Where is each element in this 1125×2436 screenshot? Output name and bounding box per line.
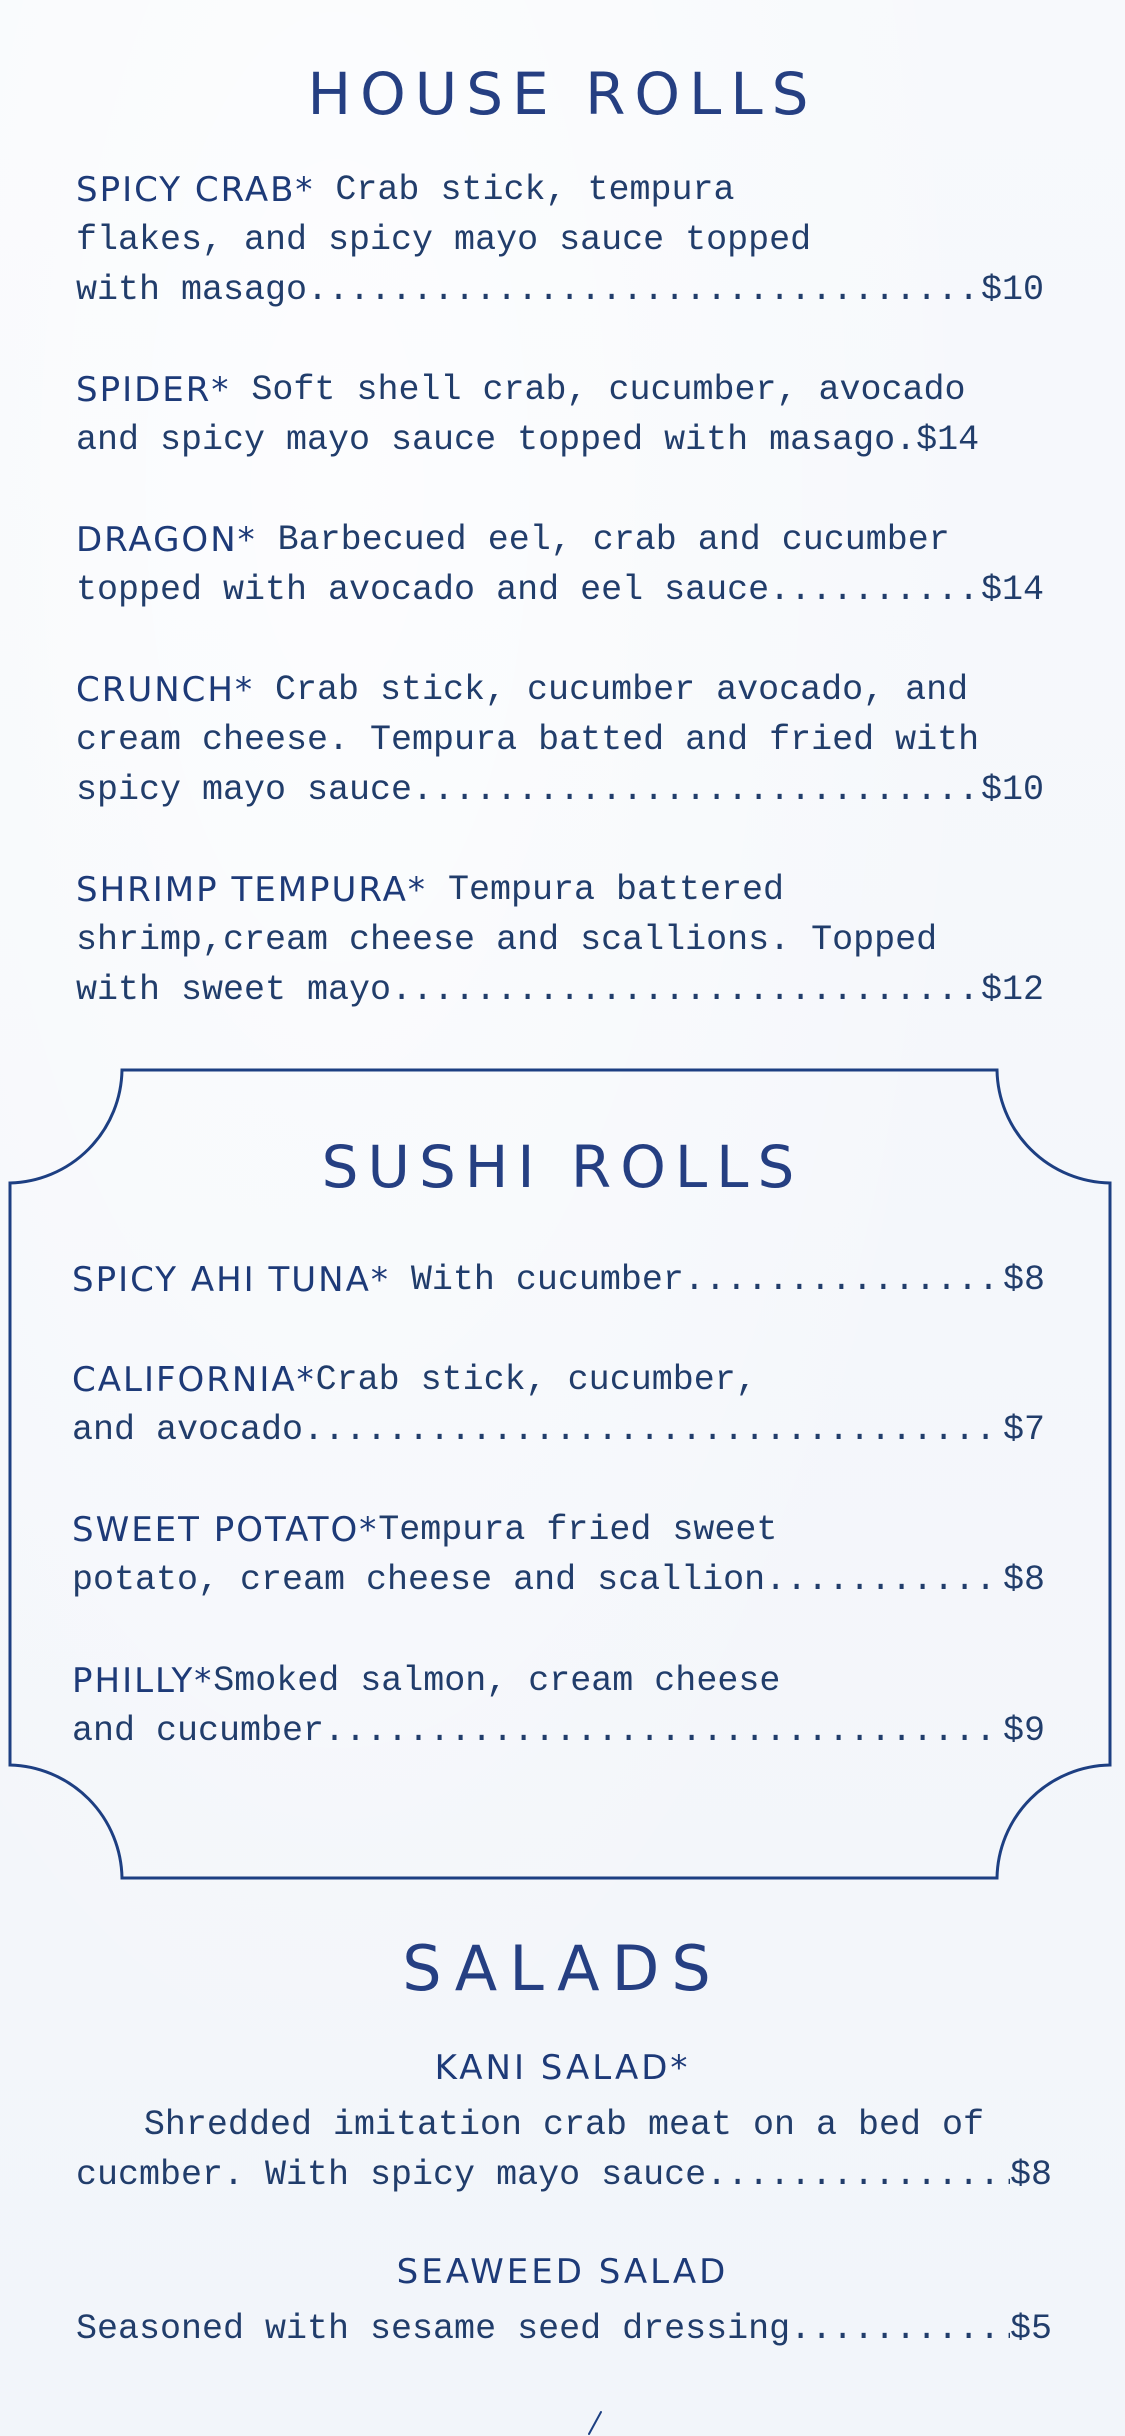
item-description: With cucumber xyxy=(410,1260,684,1300)
menu-item-california xyxy=(72,1355,1045,1455)
item-description: cucmber. With spicy mayo sauce xyxy=(76,2155,707,2195)
item-description: Soft shell crab, cucumber, avocado xyxy=(251,370,966,410)
menu-item-kani-salad xyxy=(76,2100,1052,2200)
item-description: Tempura battered xyxy=(447,870,785,910)
item-price: $14 xyxy=(916,420,980,460)
item-description: Barbecued eel, crab and cucumber xyxy=(277,520,950,560)
item-description: topped with avocado and eel sauce xyxy=(76,570,770,610)
item-name: SPICY CRAB* xyxy=(76,170,315,210)
item-description: and spicy mayo sauce topped with masago. xyxy=(76,420,917,460)
seaweed-salad-name: SEAWEED SALAD xyxy=(396,2252,729,2292)
item-description: Seasoned with sesame seed dressing xyxy=(76,2309,791,2349)
dot-leader xyxy=(303,1405,1003,1455)
item-price: $8 xyxy=(1002,1560,1045,1600)
item-price: $14 xyxy=(980,570,1044,610)
menu-item-sweet-potato xyxy=(72,1505,1045,1605)
kani-salad-name: KANI SALAD* xyxy=(434,2048,691,2088)
item-name: SPIDER* xyxy=(76,370,231,410)
salads-title: SALADS xyxy=(402,1932,723,2005)
item-description: spicy mayo sauce xyxy=(76,770,413,810)
item-name: SHRIMP TEMPURA* xyxy=(76,870,427,910)
dot-leader xyxy=(765,1555,1003,1605)
dot-leader xyxy=(324,1706,1003,1756)
item-description: Smoked salmon, cream cheese xyxy=(213,1661,781,1701)
dot-leader xyxy=(684,1255,1003,1305)
item-description: Tempura fried sweet xyxy=(378,1510,778,1550)
item-description: with masago xyxy=(76,270,308,310)
menu-item-philly xyxy=(72,1656,1045,1756)
item-description: Shredded imitation crab meat on a bed of xyxy=(143,2105,985,2145)
item-description: and cucumber xyxy=(72,1711,325,1751)
item-name: SPICY AHI TUNA* xyxy=(72,1260,390,1300)
item-name: CRUNCH* xyxy=(76,670,254,710)
item-description: potato, cream cheese and scallion xyxy=(72,1560,766,1600)
item-description: Crab stick, cucumber avocado, and xyxy=(275,670,969,710)
item-price: $10 xyxy=(980,270,1044,310)
item-price: $12 xyxy=(980,970,1044,1010)
item-description: Crab stick, cucumber, xyxy=(315,1360,757,1400)
flourish-mark xyxy=(585,2410,605,2436)
house-rolls-title: HOUSE ROLLS xyxy=(307,60,818,128)
item-description: flakes, and spicy mayo sauce topped xyxy=(76,220,812,260)
item-price: $7 xyxy=(1002,1410,1045,1450)
item-description: Crab stick, tempura xyxy=(335,170,735,210)
item-description: and avocado xyxy=(72,1410,304,1450)
item-price: $10 xyxy=(980,770,1044,810)
item-name: PHILLY* xyxy=(72,1661,214,1701)
item-description: cream cheese. Tempura batted and fried with xyxy=(76,720,980,760)
sushi-rolls-title: SUSHI ROLLS xyxy=(321,1133,804,1201)
menu-item-seaweed-salad xyxy=(76,2304,1052,2354)
dot-leader xyxy=(706,2150,1010,2200)
item-name: CALIFORNIA* xyxy=(72,1360,316,1400)
item-description: shrimp,cream cheese and scallions. Topped xyxy=(76,920,938,960)
item-description: with sweet mayo xyxy=(76,970,392,1010)
item-price: $9 xyxy=(1002,1711,1045,1751)
item-price: $5 xyxy=(1009,2309,1052,2349)
item-price: $8 xyxy=(1009,2155,1052,2195)
item-name: SWEET POTATO* xyxy=(72,1510,379,1550)
item-name: DRAGON* xyxy=(76,520,257,560)
item-price: $8 xyxy=(1002,1260,1045,1300)
menu-item-spicy-ahi-tuna xyxy=(72,1255,1045,1305)
dot-leader xyxy=(790,2304,1010,2354)
